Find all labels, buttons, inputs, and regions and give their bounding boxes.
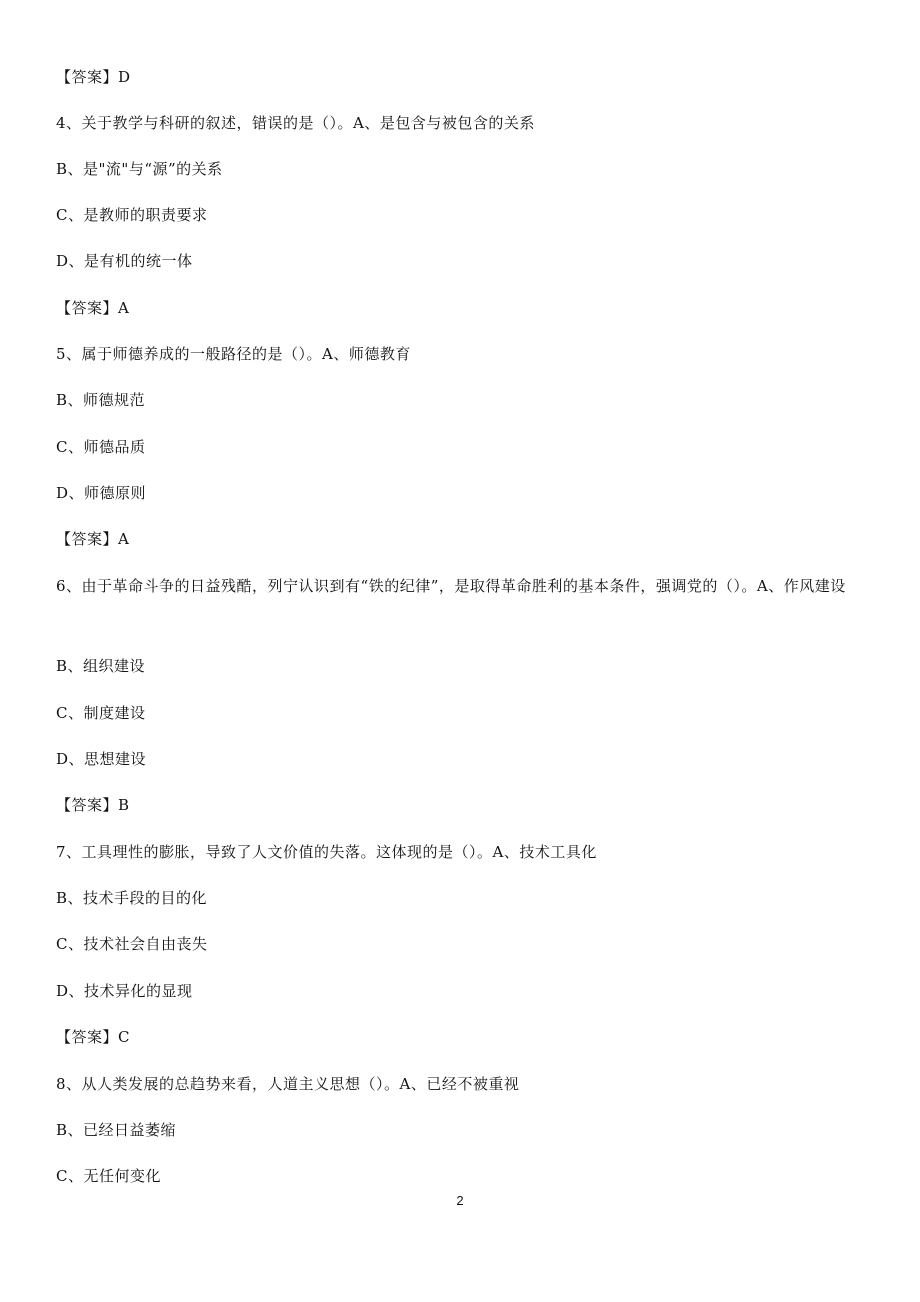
option-b: B、已经日益萎缩 — [56, 1121, 177, 1139]
option-b: B、师德规范 — [56, 391, 146, 409]
page-number: 2 — [456, 1193, 464, 1208]
option-d: D、师德原则 — [56, 484, 147, 502]
question-7: 7、工具理性的膨胀，导致了人文价值的失落。这体现的是（）。A、技术工具化 — [56, 843, 597, 861]
answer-line: 【答案】A — [56, 299, 130, 317]
option-b: B、是"流"与“源”的关系 — [56, 160, 223, 178]
option-d: D、是有机的统一体 — [56, 252, 193, 270]
option-c: C、制度建设 — [56, 704, 146, 722]
option-c: C、技术社会自由丧失 — [56, 935, 208, 953]
question-5: 5、属于师德养成的一般路径的是（）。A、师德教育 — [56, 345, 411, 363]
option-d: D、思想建设 — [56, 750, 147, 768]
option-c: C、无任何变化 — [56, 1167, 161, 1185]
option-b: B、组织建设 — [56, 657, 146, 675]
question-6: 6、由于革命斗争的日益残酷，列宁认识到有“铁的纪律”，是取得革命胜利的基本条件，强调党的（）。A、作风建设 — [56, 577, 846, 595]
answer-line: 【答案】A — [56, 530, 130, 548]
option-d: D、技术异化的显现 — [56, 982, 193, 1000]
question-8: 8、从人类发展的总趋势来看，人道主义思想（）。A、已经不被重视 — [56, 1075, 520, 1093]
option-c: C、是教师的职责要求 — [56, 206, 208, 224]
answer-line: 【答案】D — [56, 68, 131, 86]
answer-line: 【答案】B — [56, 796, 130, 814]
option-c: C、师德品质 — [56, 438, 146, 456]
question-4: 4、关于教学与科研的叙述，错误的是（）。A、是包含与被包含的关系 — [56, 114, 535, 132]
option-b: B、技术手段的目的化 — [56, 889, 208, 907]
answer-line: 【答案】C — [56, 1028, 130, 1046]
